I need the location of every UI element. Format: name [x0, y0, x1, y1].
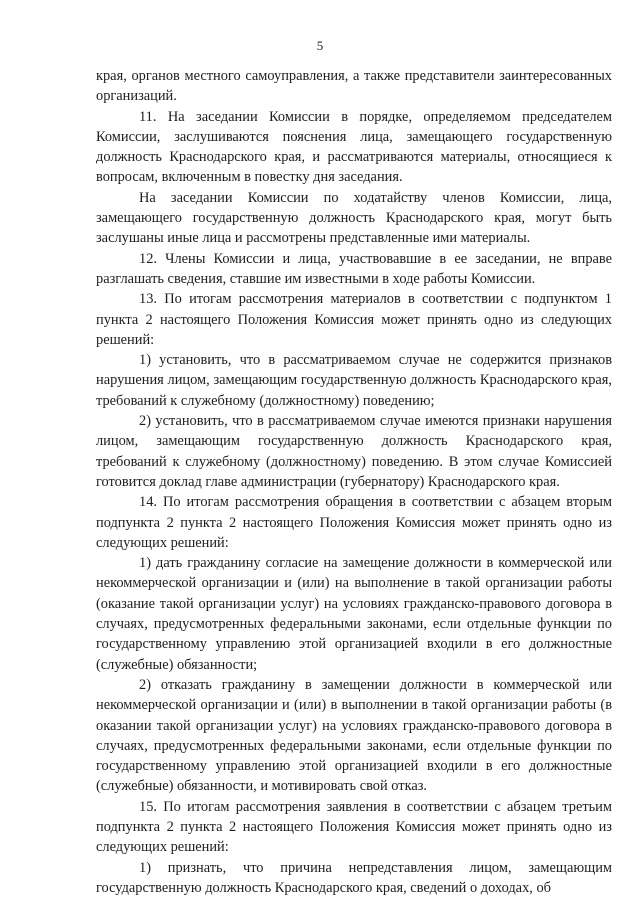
paragraph: края, органов местного самоуправления, а также представители заинтересованных организаций. — [96, 68, 612, 105]
subparagraph: 2) отказать гражданину в замещении должности в коммерческой или некоммерческой организации и (или) в выполнении в такой организации работы (в оказании такой организации услуг) на условиях гражданско-правового договора в случаях, предусмотренных федеральными законами, если отдельные функции по государственному управлению этой организацией входили в его должностные (служебные) обязанности, и мотивировать свой отказ. — [96, 676, 612, 795]
subparagraph: 1) признать, что причина непредставления лицом, замещающим государственную должность Краснодарского края, сведений о доходах, об — [96, 859, 612, 896]
paragraph-item-11: 11. На заседании Комиссии в порядке, определяемом председателем Комиссии, заслушиваются пояснения лица, замещающего государственную должность Краснодарского края, и рассматриваются материалы, относящиеся к вопросам, включенным в повестку дня заседания. — [96, 108, 612, 186]
subparagraph: 1) установить, что в рассматриваемом случае не содержится признаков нарушения лицом, замещающим государственную должность Краснодарского края, требований к служебному (должностному) поведению; — [96, 352, 612, 409]
paragraph-item-14: 14. По итогам рассмотрения обращения в соответствии с абзацем вторым подпункта 2 пункта 2 настоящего Положения Комиссия может принять одно из следующих решений: — [96, 494, 612, 551]
paragraph-item-15: 15. По итогам рассмотрения заявления в соответствии с абзацем третьим подпункта 2 пункта 2 настоящего Положения Комиссия может принять одно из следующих решений: — [96, 798, 612, 856]
document-body — [96, 66, 612, 898]
subparagraph: 2) установить, что в рассматриваемом случае имеются признаки нарушения лицом, замещающим государственную должность Краснодарского края, требований к служебному (должностному) поведению. В этом случае Комиссией готовится доклад главе администрации (губернатору) Краснодарского края. — [96, 413, 612, 490]
paragraph-item-12: 12. Члены Комиссии и лица, участвовавшие в ее заседании, не вправе разглашать сведения, ставшие им известными в ходе работы Комиссии. — [96, 250, 612, 287]
paragraph: На заседании Комиссии по ходатайству членов Комиссии, лица, замещающего государственную должность Краснодарского края, могут быть заслушаны иные лица и рассмотрены представленные ими материалы. — [96, 189, 612, 247]
page-number: 5 — [316, 38, 324, 53]
paragraph-item-13: 13. По итогам рассмотрения материалов в соответствии с подпунктом 1 пункта 2 настоящего Положения Комиссия может принять одно из следующих решений: — [96, 291, 612, 348]
subparagraph: 1) дать гражданину согласие на замещение должности в коммерческой или некоммерческой организации и (или) на выполнение в такой организации работы (оказание такой организации услуг) на условиях гражданско-правового договора в случаях, предусмотренных федеральными законами, если отдельные функции по государственному управлению этой организацией входили в его должностные (служебные) обязанности; — [96, 555, 612, 673]
